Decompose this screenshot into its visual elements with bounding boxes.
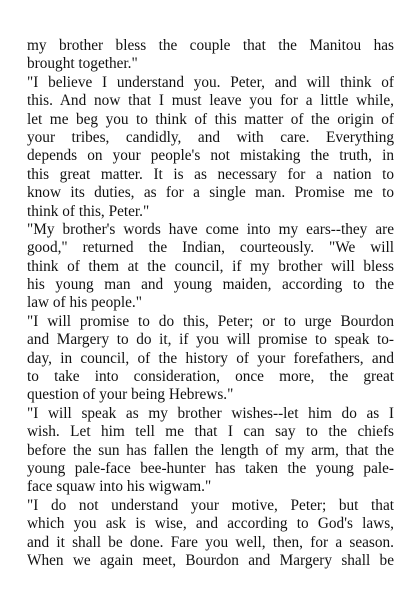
text-line: law of his people."	[27, 294, 142, 312]
text-line: brought together."	[27, 55, 138, 73]
text-line: depends on your people's not mistaking the truth, in	[27, 147, 394, 165]
paragraph-4	[27, 313, 394, 405]
text-line: face squaw into his wigwam."	[27, 478, 212, 496]
text-line: question of your being Hebrews."	[27, 386, 234, 404]
text-line: know its duties, as for a single man. Promise me to	[27, 184, 394, 202]
paragraph-6	[27, 497, 394, 571]
document-page	[27, 37, 394, 570]
text-line: "I believe I understand you. Peter, and will think of	[27, 73, 394, 91]
text-line: "I will promise to do this, Peter; or to urge Bourdon	[27, 312, 394, 330]
text-line: to take into consideration, once more, the great	[27, 368, 394, 386]
text-line: "I do not understand your motive, Peter; but that	[27, 496, 394, 514]
text-line: your tribes, candidly, and with care. Everything	[27, 128, 394, 146]
text-line: this great matter. It is as necessary for a nation to	[27, 165, 394, 183]
text-line: his young man and young maiden, according to the	[27, 276, 394, 294]
text-line: day, in council, of the history of your forefathers, and	[27, 349, 394, 367]
text-line: young pale-face bee-hunter has taken the young pale-	[27, 459, 394, 477]
text-line: and it shall be done. Fare you well, then, for a season.	[27, 533, 394, 551]
text-line: think of this, Peter."	[27, 202, 150, 220]
text-line: "My brother's words have come into my ears--they are	[27, 220, 394, 238]
text-line: and Margery to do it, if you will promise to speak to-	[27, 331, 394, 349]
text-line: When we again meet, Bourdon and Margery shall be	[27, 551, 394, 569]
paragraph-2	[27, 74, 394, 221]
text-line: wish. Let him tell me that I can say to the chiefs	[27, 423, 394, 441]
text-line: before the sun has fallen the length of my arm, that the	[27, 441, 394, 459]
text-line: "I will speak as my brother wishes--let him do as I	[27, 404, 394, 422]
text-line: my brother bless the couple that the Manitou has	[27, 37, 394, 54]
text-line: good," returned the Indian, courteously. "We will	[27, 239, 394, 257]
paragraph-5	[27, 405, 394, 497]
text-line: this. And now that I must leave you for a little while,	[27, 92, 394, 110]
text-line: which you ask is wise, and according to God's laws,	[27, 515, 394, 533]
paragraph-1	[27, 37, 394, 74]
text-line: let me beg you to think of this matter of the origin of	[27, 110, 394, 128]
text-line: think of them at the council, if my brother will bless	[27, 257, 394, 275]
paragraph-3	[27, 221, 394, 313]
